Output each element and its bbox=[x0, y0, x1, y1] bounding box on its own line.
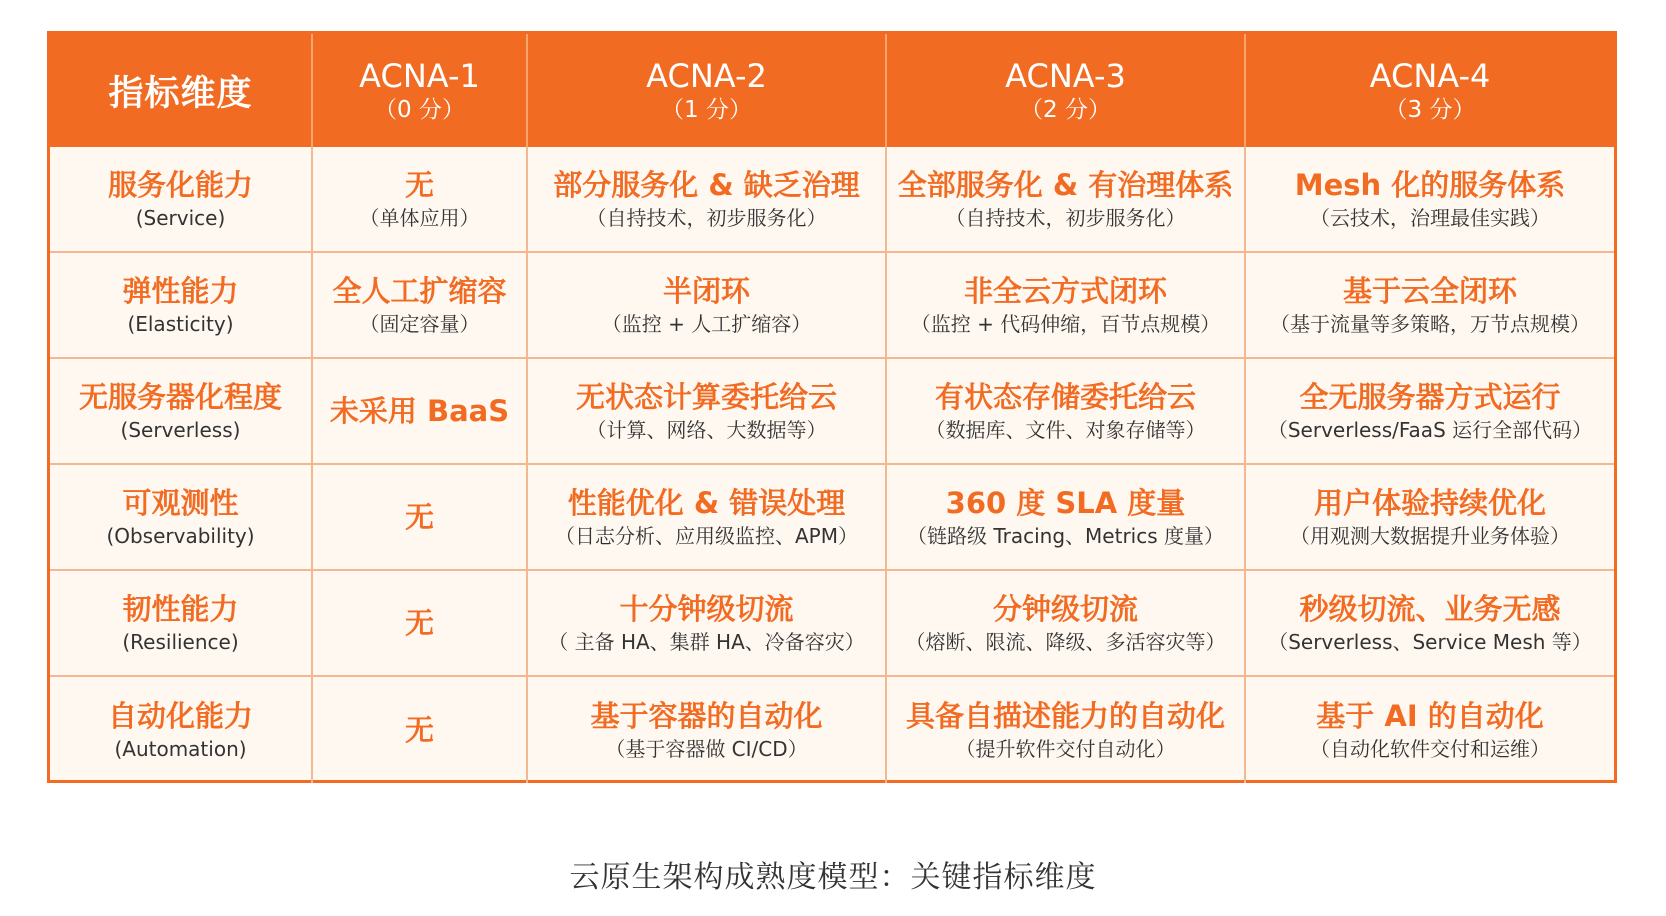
table-cell bbox=[528, 253, 887, 359]
cell-detail: （链路级 Tracing、Metrics 度量） bbox=[907, 524, 1224, 548]
cell-title: 有状态存储委托给云 bbox=[934, 380, 1196, 414]
dimension-english: (Observability) bbox=[106, 524, 255, 548]
level-name: ACNA-1 bbox=[359, 56, 480, 95]
dimension-label: 无服务器化程度 bbox=[78, 380, 282, 414]
cell-title: 基于容器的自动化 bbox=[590, 699, 823, 733]
table-cell bbox=[313, 677, 528, 783]
cell-title: 未采用 BaaS bbox=[329, 394, 510, 428]
header-level-3 bbox=[887, 34, 1246, 147]
cell-title: 无状态计算委托给云 bbox=[575, 380, 837, 414]
dimension-english: (Elasticity) bbox=[127, 312, 234, 336]
table-cell bbox=[528, 571, 887, 677]
table-cell bbox=[528, 147, 887, 253]
cell-title: 全无服务器方式运行 bbox=[1299, 380, 1561, 414]
dimension-label: 服务化能力 bbox=[107, 168, 253, 202]
table-cell bbox=[887, 677, 1246, 783]
dimension-english: (Service) bbox=[135, 206, 226, 230]
level-name: ACNA-3 bbox=[1005, 56, 1126, 95]
cell-title: 基于云全闭环 bbox=[1342, 274, 1517, 308]
cell-detail: （单体应用） bbox=[359, 206, 480, 230]
cell-detail: （基于流量等多策略，万节点规模） bbox=[1270, 312, 1590, 336]
cell-detail: （自持技术，初步服务化） bbox=[586, 206, 827, 230]
level-name: ACNA-4 bbox=[1369, 56, 1491, 95]
level-score: （0 分） bbox=[374, 96, 465, 123]
table-cell bbox=[1246, 465, 1614, 571]
cell-detail: （数据库、文件、对象存储等） bbox=[925, 418, 1206, 442]
cell-detail: （监控 + 人工扩缩容） bbox=[601, 312, 812, 336]
header-level-4 bbox=[1246, 34, 1614, 147]
table-cell bbox=[313, 359, 528, 465]
cell-detail: （基于容器做 CI/CD） bbox=[605, 737, 808, 761]
dimension-cell-service bbox=[50, 147, 313, 253]
table-cell bbox=[1246, 677, 1614, 783]
cell-title: 360 度 SLA 度量 bbox=[945, 486, 1186, 520]
cell-title: 性能优化 & 错误处理 bbox=[567, 486, 846, 520]
table-cell bbox=[313, 465, 528, 571]
cell-title: 全人工扩缩容 bbox=[332, 274, 507, 308]
maturity-model-table bbox=[47, 31, 1617, 783]
cell-detail: （自持技术，初步服务化） bbox=[945, 206, 1186, 230]
cell-title: 全部服务化 & 有治理体系 bbox=[897, 168, 1234, 202]
cell-title: 无 bbox=[404, 606, 434, 640]
table-cell bbox=[887, 465, 1246, 571]
level-name: ACNA-2 bbox=[646, 56, 767, 95]
dimension-cell-resilience bbox=[50, 571, 313, 677]
cell-title: 用户体验持续优化 bbox=[1313, 486, 1546, 520]
table-cell bbox=[313, 147, 528, 253]
cell-title: Mesh 化的服务体系 bbox=[1294, 168, 1566, 202]
dimension-english: (Automation) bbox=[114, 737, 247, 761]
table-cell bbox=[1246, 253, 1614, 359]
dimension-label: 自动化能力 bbox=[107, 699, 253, 733]
table-cell bbox=[887, 253, 1246, 359]
table-cell bbox=[528, 677, 887, 783]
cell-detail: （监控 + 代码伸缩，百节点规模） bbox=[910, 312, 1221, 336]
cell-title: 秒级切流、业务无感 bbox=[1299, 592, 1561, 626]
cell-detail: （用观测大数据提升业务体验） bbox=[1290, 524, 1570, 548]
table-cell bbox=[528, 465, 887, 571]
header-dimension-cell bbox=[50, 34, 313, 147]
cell-title: 无 bbox=[404, 168, 434, 202]
table-cell bbox=[887, 359, 1246, 465]
dimension-cell-observability bbox=[50, 465, 313, 571]
cell-title: 十分钟级切流 bbox=[619, 592, 794, 626]
cell-detail: （Serverless/FaaS 运行全部代码） bbox=[1267, 418, 1593, 442]
table-cell bbox=[887, 147, 1246, 253]
table-cell bbox=[887, 571, 1246, 677]
cell-title: 基于 AI 的自动化 bbox=[1316, 699, 1544, 733]
cell-detail: （Serverless、Service Mesh 等） bbox=[1268, 630, 1592, 654]
cell-title: 无 bbox=[404, 500, 434, 534]
cell-title: 非全云方式闭环 bbox=[963, 274, 1167, 308]
level-score: （1 分） bbox=[661, 96, 752, 123]
cell-detail: （提升软件交付自动化） bbox=[955, 737, 1176, 761]
dimension-label: 可观测性 bbox=[122, 486, 239, 520]
level-score: （3 分） bbox=[1384, 96, 1476, 123]
dimension-label: 弹性能力 bbox=[122, 274, 239, 308]
table-cell bbox=[1246, 571, 1614, 677]
dimension-label: 韧性能力 bbox=[122, 592, 239, 626]
table-cell bbox=[313, 253, 528, 359]
cell-title: 部分服务化 & 缺乏治理 bbox=[553, 168, 860, 202]
dimension-cell-automation bbox=[50, 677, 313, 783]
table-cell bbox=[313, 571, 528, 677]
cell-title: 分钟级切流 bbox=[992, 592, 1138, 626]
cell-detail: （固定容量） bbox=[359, 312, 480, 336]
cell-detail: （计算、网络、大数据等） bbox=[586, 418, 827, 442]
table-cell bbox=[1246, 359, 1614, 465]
header-level-1 bbox=[313, 34, 528, 147]
cell-detail: （熔断、限流、降级、多活容灾等） bbox=[905, 630, 1226, 654]
table-cell bbox=[1246, 147, 1614, 253]
header-level-2 bbox=[528, 34, 887, 147]
cell-title: 无 bbox=[404, 713, 434, 747]
dimension-english: (Resilience) bbox=[122, 630, 239, 654]
dimension-cell-serverless bbox=[50, 359, 313, 465]
cell-title: 具备自描述能力的自动化 bbox=[905, 699, 1225, 733]
table-cell bbox=[528, 359, 887, 465]
cell-title: 半闭环 bbox=[662, 274, 750, 308]
figure-caption: 云原生架构成熟度模型：关键指标维度 bbox=[569, 860, 1097, 895]
header-dimension-label: 指标维度 bbox=[108, 73, 253, 114]
cell-detail: （自动化软件交付和运维） bbox=[1310, 737, 1550, 761]
level-score: （2 分） bbox=[1020, 96, 1111, 123]
dimension-cell-elasticity bbox=[50, 253, 313, 359]
cell-detail: （ 主备 HA、集群 HA、冷备容灾） bbox=[548, 630, 865, 654]
dimension-english: (Serverless) bbox=[120, 418, 241, 442]
cell-detail: （云技术，治理最佳实践） bbox=[1310, 206, 1550, 230]
cell-detail: （日志分析、应用级监控、APM） bbox=[555, 524, 858, 548]
